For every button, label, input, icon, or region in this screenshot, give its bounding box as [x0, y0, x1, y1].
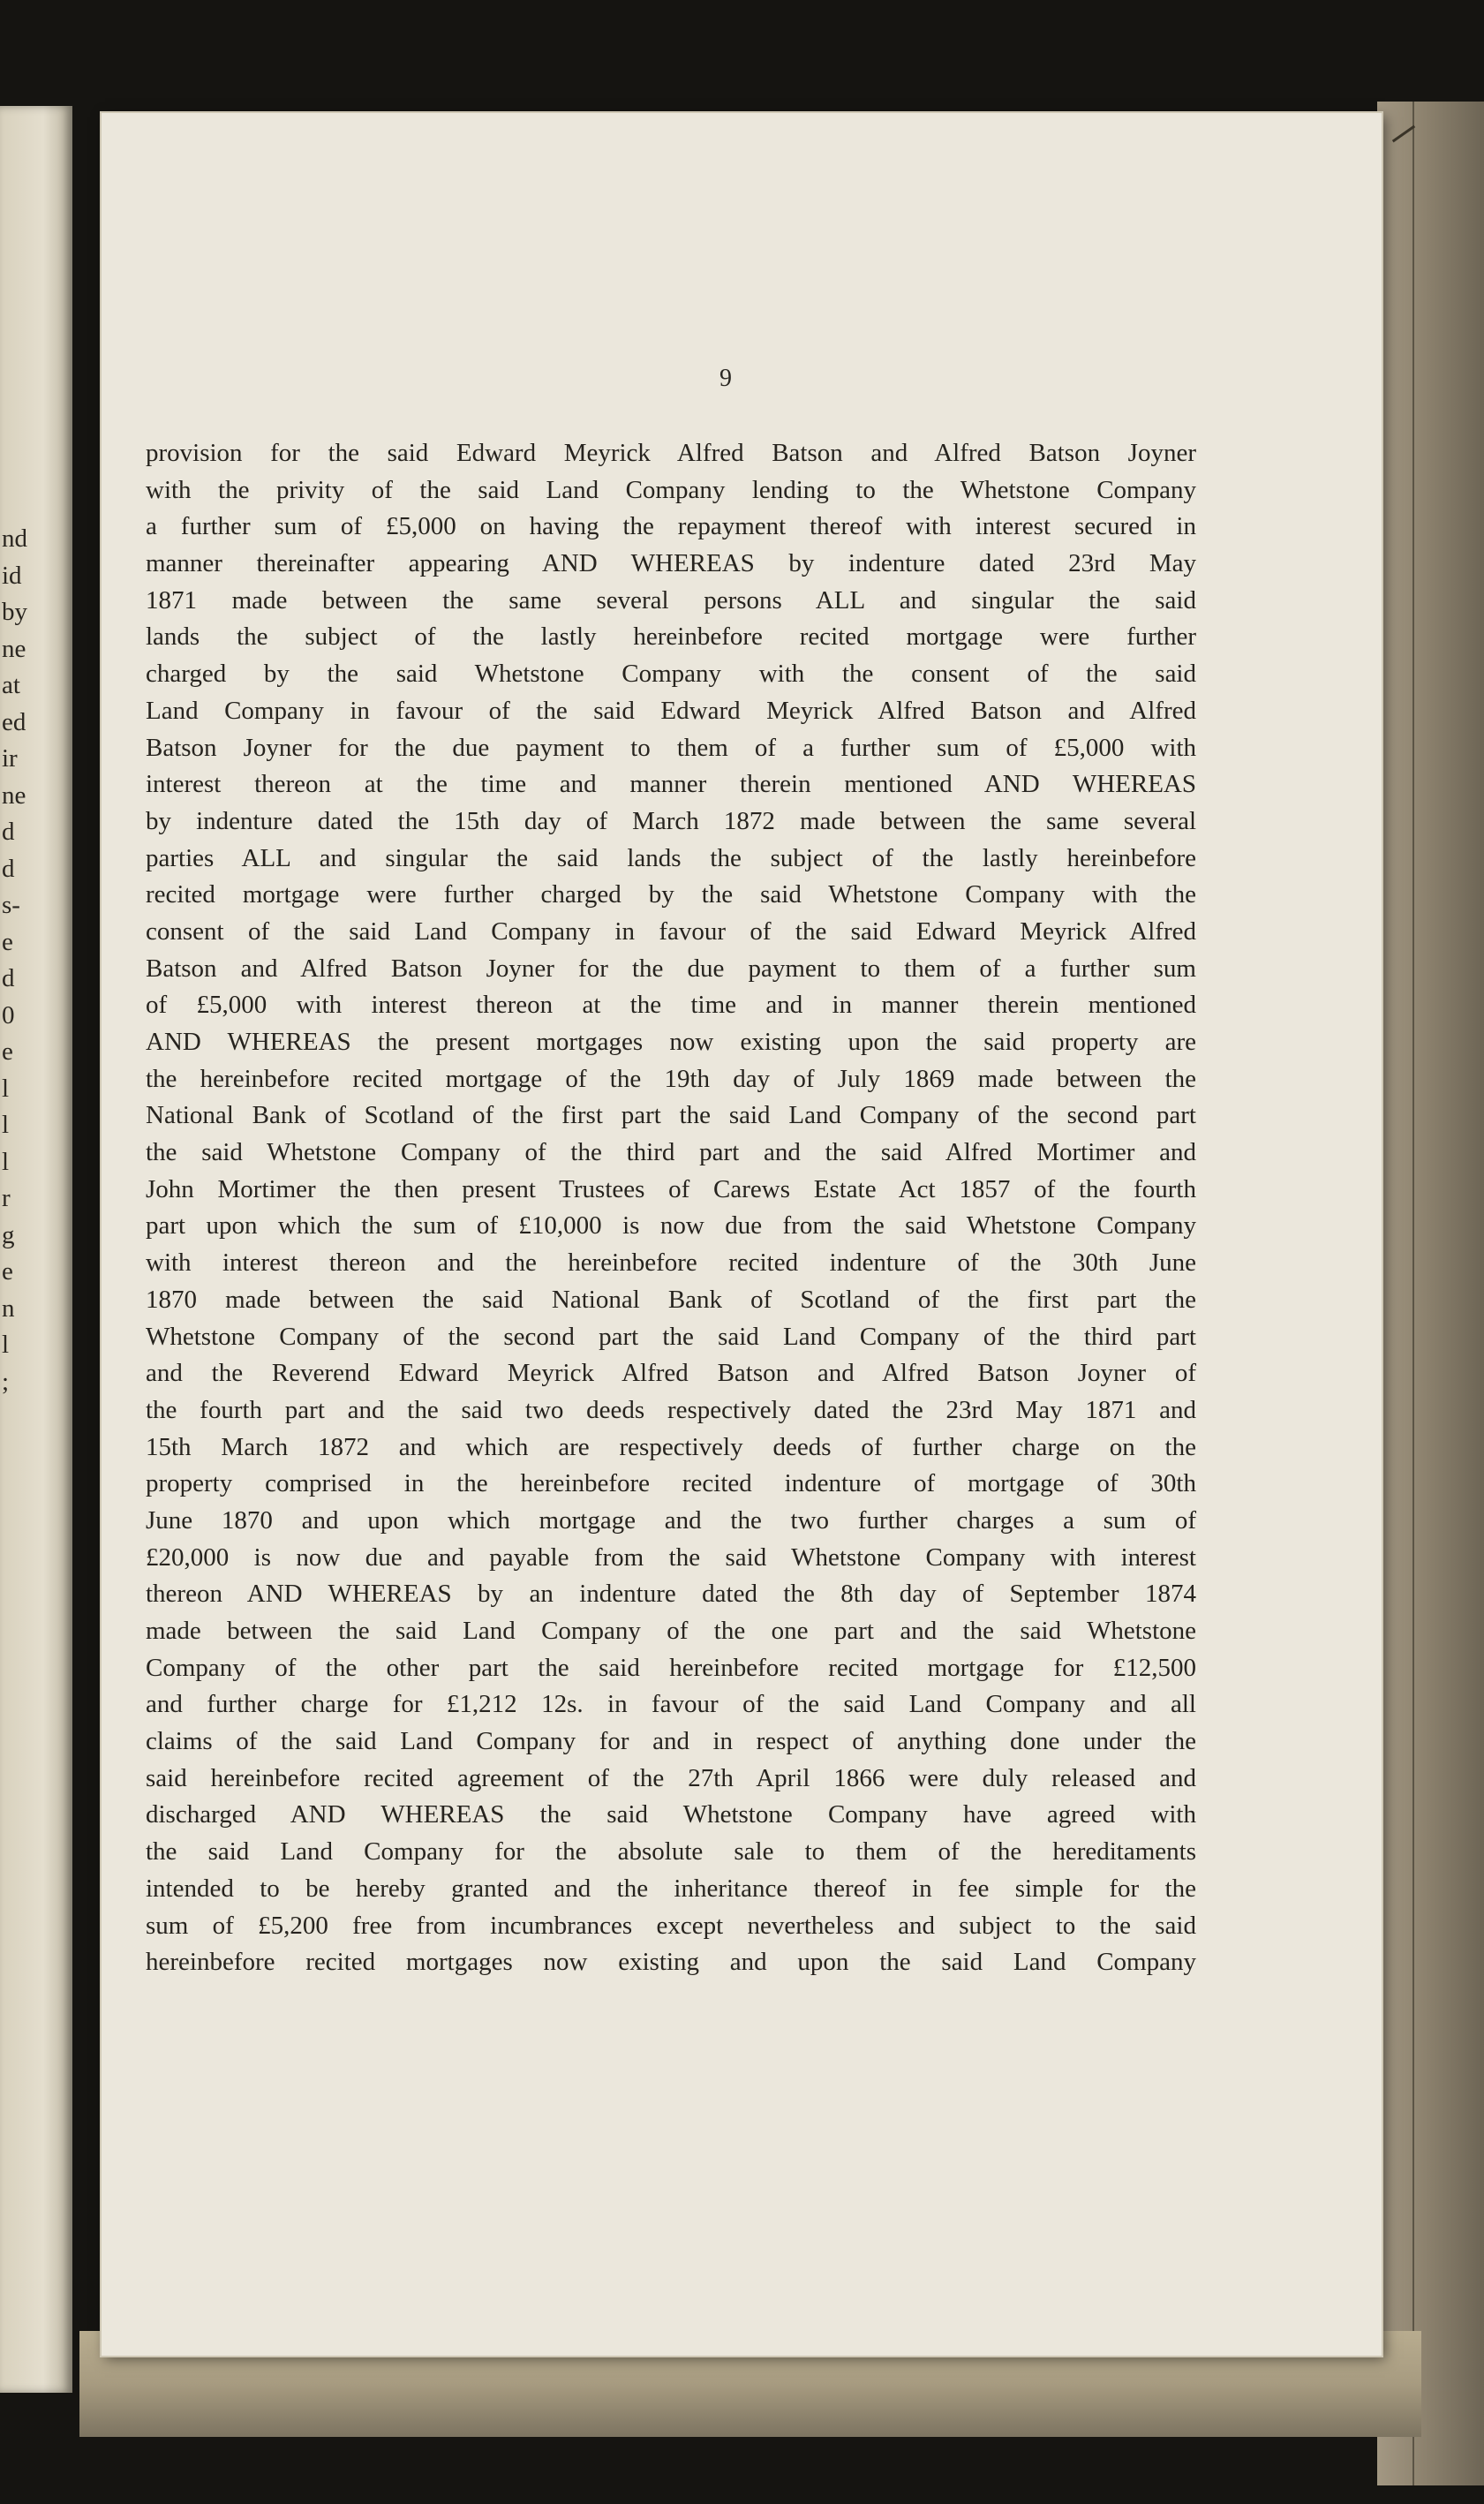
previous-page-fragment: l: [2, 1074, 10, 1103]
previous-page-fragment: by: [2, 598, 27, 626]
text-line: and the Reverend Edward Meyrick Alfred Batson and Alfred Batson Joyner of: [146, 1359, 1196, 1388]
text-line: the said Land Company for the absolute sale to them of the hereditaments: [146, 1837, 1196, 1867]
text-line: John Mortimer the then present Trustees of Carews Estate Act 1857 of the fourth: [146, 1174, 1196, 1203]
text-line: a further sum of £5,000 on having the repayment thereof with interest secured in: [146, 512, 1196, 541]
previous-page-fragment: r: [2, 1184, 11, 1212]
text-line: Company of the other part the said hereinbefore recited mortgage for £12,500: [146, 1653, 1196, 1682]
previous-page-fragment: s-: [2, 891, 20, 919]
text-line: made between the said Land Company of the one part and the said Whetstone: [146, 1617, 1196, 1645]
text-line: the fourth part and the said two deeds respectively dated the 23rd May 1871 and: [146, 1395, 1196, 1424]
previous-page-fragment: ;: [2, 1367, 10, 1396]
text-line: Batson Joyner for the due payment to them of a further sum of £5,000 with: [146, 733, 1196, 762]
previous-page-fragment: ir: [2, 744, 18, 773]
text-line: provision for the said Edward Meyrick Alfred Batson and Alfred Batson Joyner: [146, 439, 1196, 467]
text-line: intended to be hereby granted and the inheritance thereof in fee simple for the: [146, 1874, 1196, 1903]
text-line: the said Whetstone Company of the third part and the said Alfred Mortimer and: [146, 1138, 1196, 1167]
text-line: property comprised in the hereinbefore recited indenture of mortgage of 30th: [146, 1469, 1196, 1498]
text-line: claims of the said Land Company for and in respect of anything done under the: [146, 1727, 1196, 1756]
text-line: with the privity of the said Land Company lending to the Whetstone Company: [146, 475, 1196, 504]
text-line: of £5,000 with interest thereon at the time and in manner therein mentioned: [146, 991, 1196, 1020]
text-line: 1870 made between the said National Bank of Scotland of the first part the: [146, 1285, 1196, 1314]
previous-page-fragment: e: [2, 927, 13, 956]
text-line: said hereinbefore recited agreement of the 27th April 1866 were duly released and: [146, 1763, 1196, 1792]
text-line: with interest thereon and the hereinbefore recited indenture of the 30th June: [146, 1248, 1196, 1278]
page-stack-edges: [1377, 102, 1484, 2485]
text-line: 1871 made between the same several persons ALL and singular the said: [146, 585, 1196, 615]
text-line: the hereinbefore recited mortgage of the 19th day of July 1869 made between the: [146, 1064, 1196, 1093]
text-line: discharged AND WHEREAS the said Whetstone Company have agreed with: [146, 1800, 1196, 1829]
text-line: June 1870 and upon which mortgage and the two further charges a sum of: [146, 1505, 1196, 1535]
previous-page-text-fragments: [2, 521, 72, 1400]
previous-page-fragment: l: [2, 1147, 10, 1176]
text-line: 15th March 1872 and which are respectively deeds of further charge on the: [146, 1432, 1196, 1461]
text-line: consent of the said Land Company in favour of the said Edward Meyrick Alfred: [146, 916, 1196, 946]
text-line: and further charge for £1,212 12s. in favour of the said Land Company and all: [146, 1690, 1196, 1719]
text-line: Whetstone Company of the second part the said Land Company of the third part: [146, 1322, 1196, 1351]
previous-page-fragment: d: [2, 964, 15, 992]
text-line: Batson and Alfred Batson Joyner for the due payment to them of a further sum: [146, 954, 1196, 983]
previous-page-fragment: 0: [2, 1000, 15, 1030]
text-line: thereon AND WHEREAS by an indenture dated the 8th day of September 1874: [146, 1580, 1196, 1609]
text-line: AND WHEREAS the present mortgages now existing upon the said property are: [146, 1028, 1196, 1056]
previous-page-fragment: ed: [2, 707, 26, 736]
text-line: part upon which the sum of £10,000 is now due from the said Whetstone Company: [146, 1211, 1196, 1241]
previous-page-fragment: e: [2, 1037, 13, 1066]
previous-page-fragment: g: [2, 1220, 15, 1249]
previous-page-fragment: l: [2, 1111, 10, 1139]
text-line: Land Company in favour of the said Edward Meyrick Alfred Batson and Alfred: [146, 696, 1196, 725]
page-number: 9: [719, 365, 732, 392]
previous-page-fragment: ne: [2, 781, 26, 810]
text-line: by indenture dated the 15th day of March 1872 made between the same several: [146, 806, 1196, 835]
previous-page-fragment: e: [2, 1257, 13, 1286]
text-line: hereinbefore recited mortgages now existing and upon the said Land Company: [146, 1948, 1196, 1977]
text-line: sum of £5,200 free from incumbrances except nevertheless and subject to the said: [146, 1911, 1196, 1940]
previous-page-fragment: d: [2, 818, 15, 846]
previous-page-fragment: at: [2, 671, 20, 699]
text-line: interest thereon at the time and manner therein mentioned AND WHEREAS: [146, 770, 1196, 799]
text-line: lands the subject of the lastly hereinbefore recited mortgage were further: [146, 622, 1196, 652]
text-line: charged by the said Whetstone Company with the consent of the said: [146, 660, 1196, 689]
previous-page-fragment: id: [2, 561, 22, 590]
previous-page-fragment: d: [2, 854, 15, 883]
text-line: National Bank of Scotland of the first part the said Land Company of the second part: [146, 1101, 1196, 1130]
previous-page-fragment: n: [2, 1293, 15, 1323]
document-page: [102, 113, 1382, 2356]
text-line: £20,000 is now due and payable from the said Whetstone Company with interest: [146, 1542, 1196, 1572]
text-line: recited mortgage were further charged by the said Whetstone Company with the: [146, 880, 1196, 909]
text-line: manner thereinafter appearing AND WHEREAS by indenture dated 23rd May: [146, 549, 1196, 578]
previous-page-edge: [0, 106, 72, 2393]
page-body-text: [146, 435, 1196, 1981]
text-line: parties ALL and singular the said lands the subject of the lastly hereinbefore: [146, 843, 1196, 872]
previous-page-fragment: nd: [2, 524, 27, 553]
previous-page-fragment: l: [2, 1331, 10, 1359]
previous-page-fragment: ne: [2, 634, 26, 663]
